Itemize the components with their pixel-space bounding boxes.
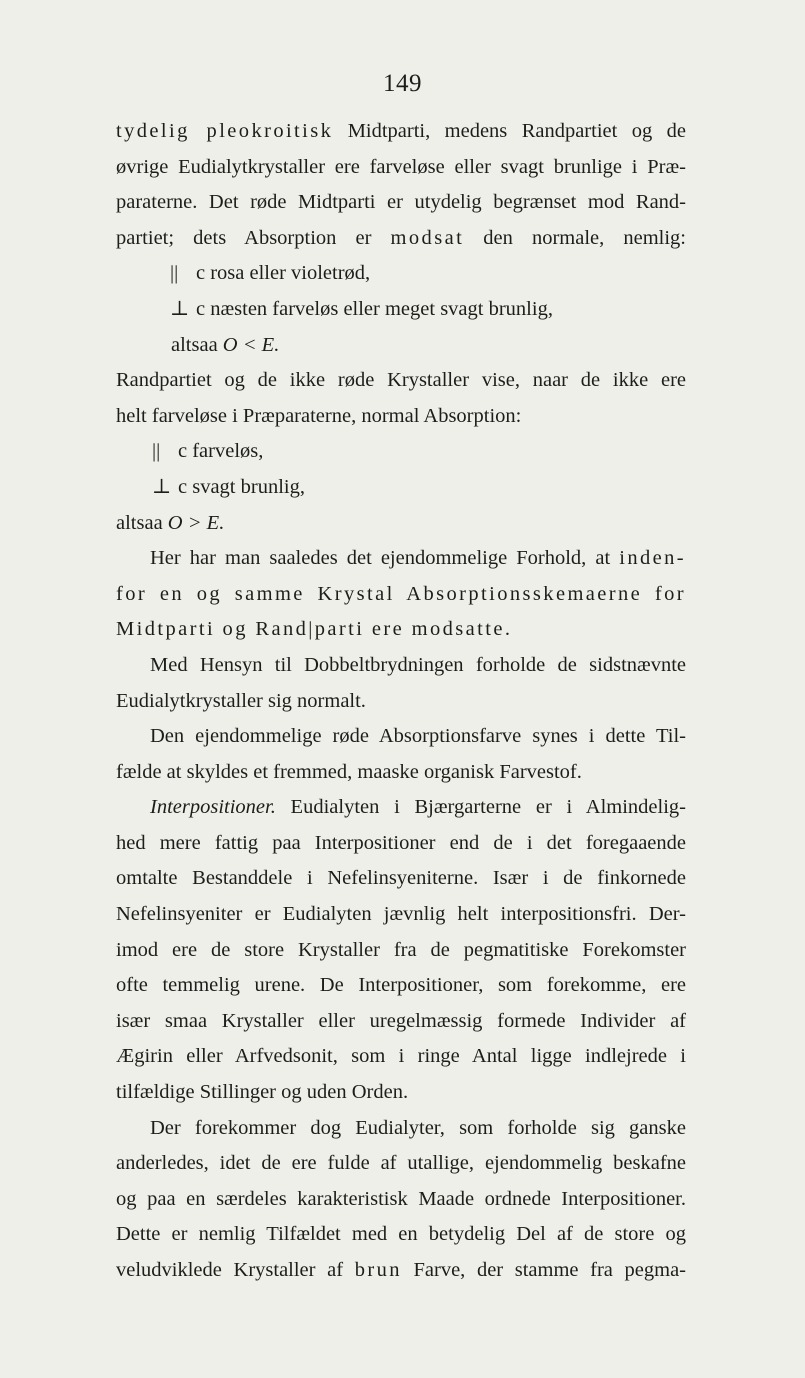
text-line bbox=[116, 790, 686, 826]
orientation-symbol: ⊥ bbox=[152, 475, 172, 498]
text-line bbox=[116, 1039, 686, 1075]
text-run: imod ere de store Krystaller fra de pegmatitiske Forekomster bbox=[116, 938, 686, 961]
text-line bbox=[116, 933, 686, 969]
text-run: c farveløs, bbox=[178, 440, 264, 463]
text-run: og paa en særdeles karakteristisk Maade ordnede Interpositioner. bbox=[116, 1187, 686, 1210]
text-line bbox=[116, 114, 686, 150]
text-run: Midtparti, medens Randpartiet og de bbox=[333, 120, 686, 142]
text-line bbox=[116, 826, 686, 862]
text-line bbox=[116, 577, 686, 613]
text-run: ofte temmelig urene. De Interpositioner, som forekomme, ere bbox=[116, 974, 686, 997]
text-line bbox=[116, 684, 686, 720]
text-line bbox=[116, 648, 686, 684]
spaced-emphasis: modsat bbox=[390, 226, 465, 249]
spaced-emphasis: tydelig pleokroitisk bbox=[116, 120, 334, 142]
section-heading: Interpositioner. bbox=[150, 796, 276, 819]
formula bbox=[116, 506, 686, 542]
text-line bbox=[116, 1253, 686, 1289]
text-line bbox=[116, 1075, 686, 1111]
text-line bbox=[116, 1182, 686, 1218]
absorption-line bbox=[116, 470, 686, 506]
text-line bbox=[116, 968, 686, 1004]
text-run: Den ejendommelige røde Absorptionsfarve synes i dette Til- bbox=[150, 725, 686, 748]
text-run: Farve, der stamme fra pegma- bbox=[401, 1259, 686, 1281]
text-run: anderledes, idet de ere fulde af utallige, ejendommelig beskafne bbox=[116, 1152, 686, 1175]
text-run: c svagt brunlig, bbox=[178, 475, 305, 498]
formula-expression: O < E. bbox=[222, 333, 280, 356]
text-run: omtalte Bestanddele i Nefelinsyeniterne. Især i de finkornede bbox=[116, 867, 686, 890]
text-line bbox=[116, 541, 686, 577]
text-run: tilfældige Stillinger og uden Orden. bbox=[116, 1081, 409, 1104]
orientation-symbol: || bbox=[170, 262, 179, 285]
spaced-emphasis: Midtparti og Rand|parti ere modsatte. bbox=[116, 618, 513, 641]
text-line bbox=[116, 612, 686, 648]
spaced-emphasis: for en og samme Krystal Absorptionsskemaerne for bbox=[116, 582, 686, 605]
text-run: altsaa bbox=[171, 333, 223, 356]
text-line bbox=[116, 150, 686, 186]
text-line bbox=[116, 755, 686, 791]
text-line bbox=[116, 185, 686, 221]
text-run: partiet; dets Absorption er bbox=[116, 226, 391, 249]
text-run: øvrige Eudialytkrystaller ere farveløse eller svagt brunlige i Præ- bbox=[116, 155, 686, 178]
text-run: altsaa bbox=[116, 511, 168, 534]
text-run: Ægirin eller Arfvedsonit, som i ringe Antal ligge indlejrede i bbox=[116, 1045, 686, 1068]
text-run: c næsten farveløs eller meget svagt brunlig, bbox=[196, 297, 553, 320]
text-line bbox=[116, 1217, 686, 1253]
text-line bbox=[116, 861, 686, 897]
text-run: Eudialyten i Bjærgarterne er i Almindelig- bbox=[275, 796, 686, 819]
text-run: paraterne. Det røde Midtparti er utydelig begrænset mod Rand- bbox=[116, 191, 686, 214]
text-line bbox=[116, 363, 686, 399]
text-run: Eudialytkrystaller sig normalt. bbox=[116, 689, 366, 712]
orientation-symbol: ⊥ bbox=[170, 297, 190, 320]
text-run: c rosa eller violetrød, bbox=[196, 262, 371, 285]
text-run: Der forekommer dog Eudialyter, som forholde sig ganske bbox=[150, 1116, 686, 1139]
formula-expression: O > E. bbox=[167, 511, 225, 534]
page-number: 149 bbox=[383, 70, 422, 97]
text-line bbox=[116, 399, 686, 435]
text-run: Nefelinsyeniter er Eudialyten jævnlig helt interpositionsfri. Der- bbox=[116, 903, 686, 926]
text-run: veludviklede Krystaller af bbox=[116, 1259, 355, 1281]
text-line bbox=[116, 719, 686, 755]
text-run: den normale, nemlig: bbox=[464, 226, 687, 249]
absorption-line bbox=[116, 434, 686, 470]
body-text bbox=[116, 114, 686, 1289]
text-run: helt farveløse i Præparaterne, normal Absorption: bbox=[116, 404, 522, 427]
text-run: Her har man saaledes det ejendommelige Forhold, at bbox=[150, 547, 620, 570]
text-run: Randpartiet og de ikke røde Krystaller vise, naar de ikke ere bbox=[116, 369, 686, 392]
text-line bbox=[116, 1111, 686, 1147]
text-run: fælde at skyldes et fremmed, maaske organisk Farvestof. bbox=[116, 760, 582, 783]
text-line bbox=[116, 897, 686, 933]
text-line bbox=[116, 221, 686, 257]
text-line bbox=[116, 1004, 686, 1040]
text-line bbox=[116, 1146, 686, 1182]
formula bbox=[116, 328, 686, 364]
text-run: Dette er nemlig Tilfældet med en betydelig Del af de store og bbox=[116, 1223, 686, 1246]
spaced-emphasis: inden- bbox=[619, 547, 686, 570]
text-run: især smaa Krystaller eller uregelmæssig formede Individer af bbox=[116, 1009, 686, 1032]
text-run: hed mere fattig paa Interpositioner end de i det foregaaende bbox=[116, 831, 686, 854]
text-run: Med Hensyn til Dobbeltbrydningen forholde de sidstnævnte bbox=[150, 653, 686, 676]
spaced-emphasis: brun bbox=[354, 1259, 402, 1281]
absorption-line bbox=[116, 256, 686, 292]
orientation-symbol: || bbox=[152, 440, 161, 463]
absorption-line bbox=[116, 292, 686, 328]
